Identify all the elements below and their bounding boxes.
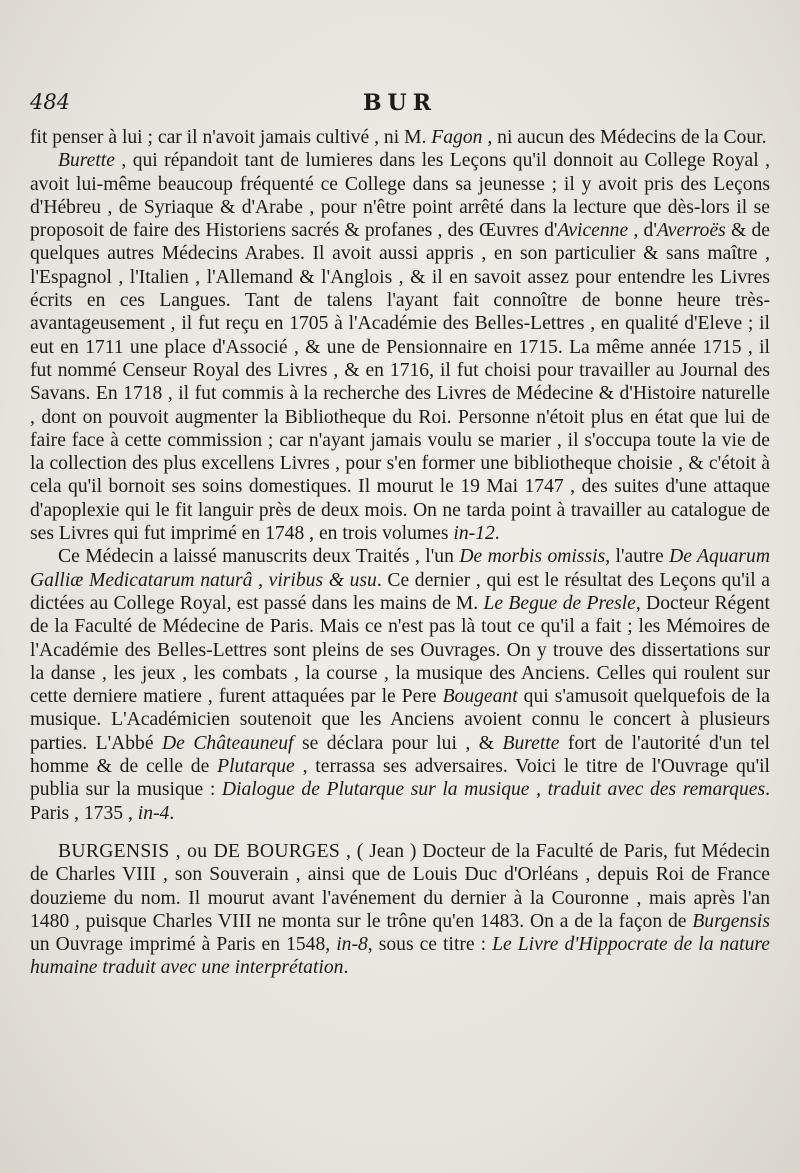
entry-burgensis: BURGENSIS , ou DE BOURGES , ( Jean ) Docteur de la Faculté de Paris, fut Médecin de Charles VIII , son Souverain , ainsi que de Louis Duc d'Orléans , depuis Roi de France douzieme du nom. Il mourut avant l'avénement du dernier à la Couronne , mais après l'an 1480 , puisque Charles VIII ne monta sur le trône qu'en 1483. On a de la façon de Burgensis un Ouvrage imprimé à Paris en 1548, in-8, sous ce titre : Le Livre d'Hippocrate de la nature humaine traduit avec une interprétation. bbox=[30, 840, 770, 979]
entry-headword: BURGENSIS , ou DE BOURGES bbox=[58, 840, 341, 862]
body-text bbox=[30, 126, 770, 980]
page-header bbox=[30, 90, 770, 120]
paragraph-burette-biography: Burette , qui répandoit tant de lumieres dans les Leçons qu'il donnoit au College Royal , avoit lui-même beaucoup fréquenté ce College dans sa jeunesse ; il y avoit pris des Leçons d'Hébreu , de Syriaque & d'Arabe , pour n'être point arrêté dans la lecture que dès-lors il se proposoit de faire des Historiens sacrés & profanes , des Œuvres d'Avicenne , d'Averroës & de quelques autres Médecins Arabes. Il avoit aussi appris , en son particulier & sans maître , l'Espagnol , l'Italien , l'Allemand & l'Anglois , & il en savoit assez pour entendre les Livres écrits en ces Langues. Tant de talens l'ayant fait connoître de bonne heure très-avantageusement , il fut reçu en 1705 à l'Académie des Belles-Lettres , en qualité d'Eleve ; il eut en 1711 une place d'Associé , & une de Pensionnaire en 1715. La même année 1715 , il fut nommé Censeur Royal des Livres , & en 1716, il fut choisi pour travailler au Journal des Savans. En 1718 , il fut commis à la recherche des Livres de Médecine & d'Histoire naturelle , dont on pouvoit augmenter la Bibliotheque du Roi. Personne n'étoit plus en état que lui de faire face à cette commission ; car n'ayant jamais voulu se marier , il s'occupa toute la vie de la collection des plus excellens Livres , pour s'en former une bibliotheque choisie , & c'étoit à cela qu'il bornoit ses soins domestiques. Il mourut le 19 Mai 1747 , des suites d'une attaque d'apoplexie qui le fit languir près de deux mois. On ne tarda point à travailler au catalogue de ses Livres qui fut imprimé en 1748 , en trois volumes in-12. bbox=[30, 150, 771, 545]
paragraph-continuation: fit penser à lui ; car il n'avoit jamais cultivé , ni M. Fagon , ni aucun des Médecins de la Cour. bbox=[30, 127, 767, 148]
page-number: 484 bbox=[30, 90, 71, 114]
paragraph-burette-works: Ce Médecin a laissé manuscrits deux Traités , l'un De morbis omissis, l'autre De Aquarum Galliæ Medicatarum naturâ , viribus & usu. Ce dernier , qui est le résultat des Leçons qu'il a dictées au College Royal, est passé dans les mains de M. Le Begue de Presle, Docteur Régent de la Faculté de Médecine de Paris. Mais ce n'est pas là tout ce qu'il a fait ; les Mémoires de l'Académie des Belles-Lettres sont pleins de ses Ouvrages. On y trouve des dissertations sur la danse , les jeux , les combats , la course , la musique des Anciens. Celles qui roulent sur cette derniere matiere , furent attaquées par le Pere Bougeant qui s'amusoit quelquefois de la musique. L'Académicien soutenoit que les Anciens avoient connu le concert à plusieurs parties. L'Abbé De Châteauneuf se déclara pour lui , & Burette fort de l'autorité d'un tel homme & de celle de Plutarque , terrassa ses adversaires. Voici le titre de l'Ouvrage qu'il publia sur la musique : Dialogue de Plutarque sur la musique , traduit avec des remarques. Paris , 1735 , in-4. bbox=[30, 546, 770, 824]
running-head: BUR bbox=[362, 90, 438, 116]
